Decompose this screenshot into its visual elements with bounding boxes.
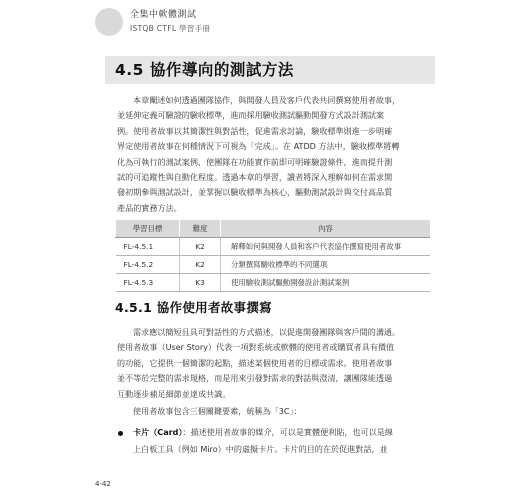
table-header-row bbox=[116, 220, 431, 238]
objective-level: K3 bbox=[180, 274, 221, 292]
paragraph-line: 並不等於完整的需求規格，而是用來引發對需求的對話與澄清，讓團隊能透過 bbox=[117, 373, 393, 384]
objective-content: 解釋如何與開發人員和客戶代表協作撰寫使用者故事 bbox=[221, 238, 431, 256]
bullet-icon bbox=[118, 431, 123, 436]
objective-id: FL-4.5.2 bbox=[116, 256, 180, 274]
paragraph-line: 本章闡述如何透過團隊協作，與開發人員及客戶代表共同撰寫使用者故事， bbox=[133, 95, 401, 105]
subsection-title: 4.5.1 協作使用者故事撰寫 bbox=[115, 300, 272, 315]
paragraph-line: 的功能，它提供一個簡潔的起點，描述某個使用者的目標或需求。使用者故事 bbox=[117, 357, 393, 368]
intro-paragraph bbox=[117, 93, 430, 216]
running-head bbox=[130, 8, 210, 36]
running-head-circle bbox=[95, 8, 123, 36]
paragraph-line: 產品的實務方法。 bbox=[117, 202, 182, 213]
column-header-content: 內容 bbox=[221, 220, 431, 238]
section-title: 4.5 協作導向的測試方法 bbox=[115, 61, 294, 79]
paragraph-line: 發初期參與測試設計，並掌握以驗收標準為核心，驅動測試設計與交付高品質 bbox=[117, 187, 393, 198]
paragraph-line: 試的可追蹤性與自動化程度。透過本章的學習，讀者將深入理解如何在需求開 bbox=[117, 172, 393, 183]
table-row bbox=[116, 238, 431, 256]
paragraph-line: 化為可執行的測試案例，使團隊在功能實作前即可明確驗證條件，進而提升測 bbox=[117, 156, 393, 167]
table-row bbox=[116, 274, 431, 292]
table-row bbox=[116, 256, 431, 274]
paragraph-line: 使用者故事包含三個關鍵要素，統稱為「3C」： bbox=[133, 406, 302, 416]
book-subtitle: ISTQB CTFL 學習手冊 bbox=[130, 24, 211, 33]
bullet-item-card bbox=[133, 424, 433, 458]
paragraph-line: 使用者故事（User Story）代表一項對系統或軟體的使用者或購買者具有價值 bbox=[117, 342, 395, 353]
paragraph-line: 界定使用者故事在何種情況下可視為「完成」。在 ATDD 方法中，驗收標準將轉 bbox=[117, 141, 400, 152]
objective-content: 使用驗收測試驅動開發設計測試案例 bbox=[221, 274, 431, 292]
learning-objectives-table bbox=[115, 220, 430, 292]
objective-level: K2 bbox=[180, 256, 221, 274]
objective-level: K2 bbox=[180, 238, 221, 256]
book-title: 全集中軟體測試 bbox=[130, 10, 197, 20]
page-number: 4-42 bbox=[95, 480, 111, 488]
three-c-intro-paragraph bbox=[117, 404, 430, 419]
paragraph-line: 需求應以簡短且具可對話性的方式描述，以促進開發團隊與客戶間的溝通。 bbox=[133, 327, 401, 337]
bullet-description: ：描述使用者故事的媒介，可以是實體便利貼，也可以是線 bbox=[182, 427, 393, 437]
bullet-line bbox=[133, 424, 433, 441]
paragraph-line: 例。使用者故事以其簡潔性與對話性，促進需求討論，驗收標準則進一步明確 bbox=[117, 125, 393, 136]
objective-id: FL-4.5.3 bbox=[116, 274, 180, 292]
paragraph-line: 互動逐步補足細節並達成共識。 bbox=[117, 388, 231, 399]
objective-id: FL-4.5.1 bbox=[116, 238, 180, 256]
objective-content: 分類撰寫驗收標準的不同選項 bbox=[221, 256, 431, 274]
bullet-line: 上白板工具（例如 Miro）中的虛擬卡片。卡片的目的在於促進對話，並 bbox=[133, 444, 388, 454]
bullet-term: 卡片（Card） bbox=[133, 427, 183, 437]
column-header-objective: 學習目標 bbox=[116, 220, 180, 238]
column-header-level: 難度 bbox=[180, 220, 221, 238]
paragraph-line: 並延伸定義可驗證的驗收標準，進而採用驗收測試驅動開發方式設計測試案 bbox=[117, 110, 385, 121]
body-paragraph bbox=[117, 325, 430, 402]
